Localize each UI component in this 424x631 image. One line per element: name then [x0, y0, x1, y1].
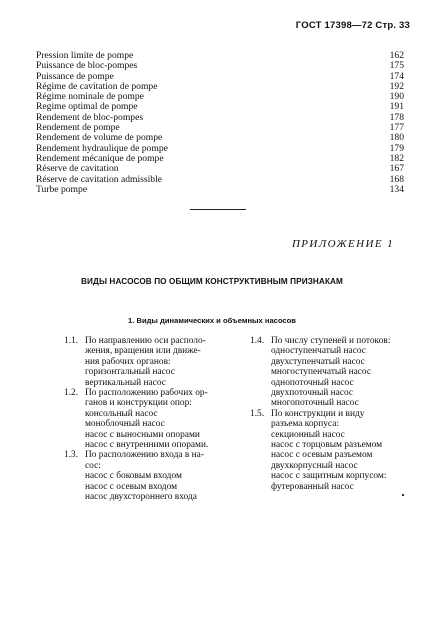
index-page-number: 174 — [389, 70, 404, 82]
pump-type-item: насос двухстороннего входа — [85, 492, 197, 503]
section-number: 1.1. — [64, 336, 79, 346]
pump-type-item: насос с осевым разъемом — [271, 450, 373, 461]
section-subtitle: 1. Виды динамических и объемных насосов — [128, 316, 296, 325]
pump-type-item: двухпоточный насос — [271, 388, 354, 399]
classification-section — [64, 450, 230, 502]
page-header: ГОСТ 17398—72 Стр. 33 — [295, 20, 410, 31]
section-divider — [190, 209, 246, 210]
appendix-label: ПРИЛОЖЕНИЕ 1 — [291, 238, 394, 250]
pump-type-item: насос с выносными опорами — [85, 429, 200, 440]
index-page-number: 191 — [389, 101, 404, 113]
pump-type-item: моноблочный насос — [85, 419, 165, 430]
classification-section — [64, 336, 230, 388]
page-mark — [402, 494, 404, 496]
pump-type-item: насос с боковым входом — [85, 471, 182, 482]
index-page-number: 167 — [389, 163, 404, 175]
index-term: Réserve de cavitation admissible — [36, 173, 163, 185]
right-column — [250, 336, 402, 492]
index-term: Rendement de volume de pompe — [36, 132, 163, 144]
index-page-number: 175 — [389, 60, 404, 72]
pump-type-item: консольный насос — [85, 408, 158, 419]
pump-type-item: многоступенчатый насос — [271, 367, 371, 378]
classification-section — [250, 409, 402, 492]
section-number: 1.3. — [64, 450, 79, 461]
pump-type-item: горизонтальный насос — [85, 367, 175, 378]
index-term: Réserve de cavitation — [36, 163, 119, 175]
index-term: Rendement de pompe — [36, 122, 120, 134]
index-page-number: 190 — [389, 91, 404, 103]
index-page-number: 182 — [389, 152, 404, 164]
index-term: Puissance de pompe — [36, 70, 114, 82]
pump-type-item: секционный насос — [271, 429, 345, 440]
index-term: Puissance de bloc-pompes — [36, 60, 138, 72]
term-index — [36, 51, 406, 195]
section-number: 1.4. — [250, 336, 265, 346]
index-page-number: 178 — [389, 111, 404, 123]
section-heading-line: ганов и конструкции опор: — [85, 398, 192, 409]
index-page-number: 134 — [389, 183, 404, 195]
classification-section — [64, 388, 230, 450]
pump-type-item: многопоточный насос — [271, 398, 359, 409]
section-heading-line: По числу ступеней и потоков: — [271, 336, 391, 346]
index-page-number: 177 — [389, 122, 404, 134]
section-heading-line: По конструкции и виду — [271, 408, 365, 419]
pump-type-item: вертикальный насос — [85, 377, 166, 388]
pump-type-item: двухкорпусный насос — [271, 460, 358, 471]
classification-section — [250, 336, 402, 409]
section-number: 1.5. — [250, 408, 265, 419]
index-page-number: 162 — [389, 50, 404, 61]
section-heading-line: По расположению рабочих ор- — [85, 388, 208, 399]
index-term: Rendement de bloc-pompes — [36, 111, 144, 123]
index-term: Pression limite de pompe — [36, 50, 134, 61]
pump-type-item: двухступенчатый насос — [271, 356, 365, 367]
index-term: Regime optimal de pompe — [36, 101, 138, 113]
pump-type-item: насос с защитным корпусом: — [271, 471, 387, 482]
section-heading-line: жения, вращения или движе- — [85, 346, 201, 357]
index-row — [36, 175, 406, 185]
pump-type-item: однопоточный насос — [271, 377, 354, 388]
pump-type-item: насос с внутренними опорами. — [85, 440, 209, 451]
index-row — [36, 185, 406, 195]
pump-type-item: насос с осевым входом — [85, 481, 178, 492]
index-term: Rendement hydraulique de pompe — [36, 142, 168, 154]
index-page-number: 180 — [389, 132, 404, 144]
index-term: Turbe pompe — [36, 183, 88, 195]
document-title: ВИДЫ НАСОСОВ ПО ОБЩИМ КОНСТРУКТИВНЫМ ПРИЗНАКАМ — [81, 277, 343, 286]
section-heading-line: ния рабочих органов: — [85, 356, 171, 367]
section-heading-line: По расположению входа в на- — [85, 450, 204, 461]
index-page-number: 168 — [389, 173, 404, 185]
left-column — [64, 336, 230, 503]
index-term: Régime de cavitation de pompe — [36, 80, 158, 92]
section-heading-line: По направлению оси располо- — [85, 336, 206, 346]
section-heading-line: сос: — [85, 460, 101, 471]
pump-type-item: насос с торцовым разъемом — [271, 440, 383, 451]
index-page-number: 179 — [389, 142, 404, 154]
section-heading-line: разъема корпуса: — [271, 419, 339, 430]
index-term: Rendement mécanique de pompe — [36, 152, 164, 164]
index-term: Régime nominale de pompe — [36, 91, 144, 103]
index-page-number: 192 — [389, 80, 404, 92]
pump-type-item: одноступенчатый насос — [271, 346, 366, 357]
pump-type-item: футерованный насос — [271, 481, 354, 492]
section-number: 1.2. — [64, 388, 79, 399]
